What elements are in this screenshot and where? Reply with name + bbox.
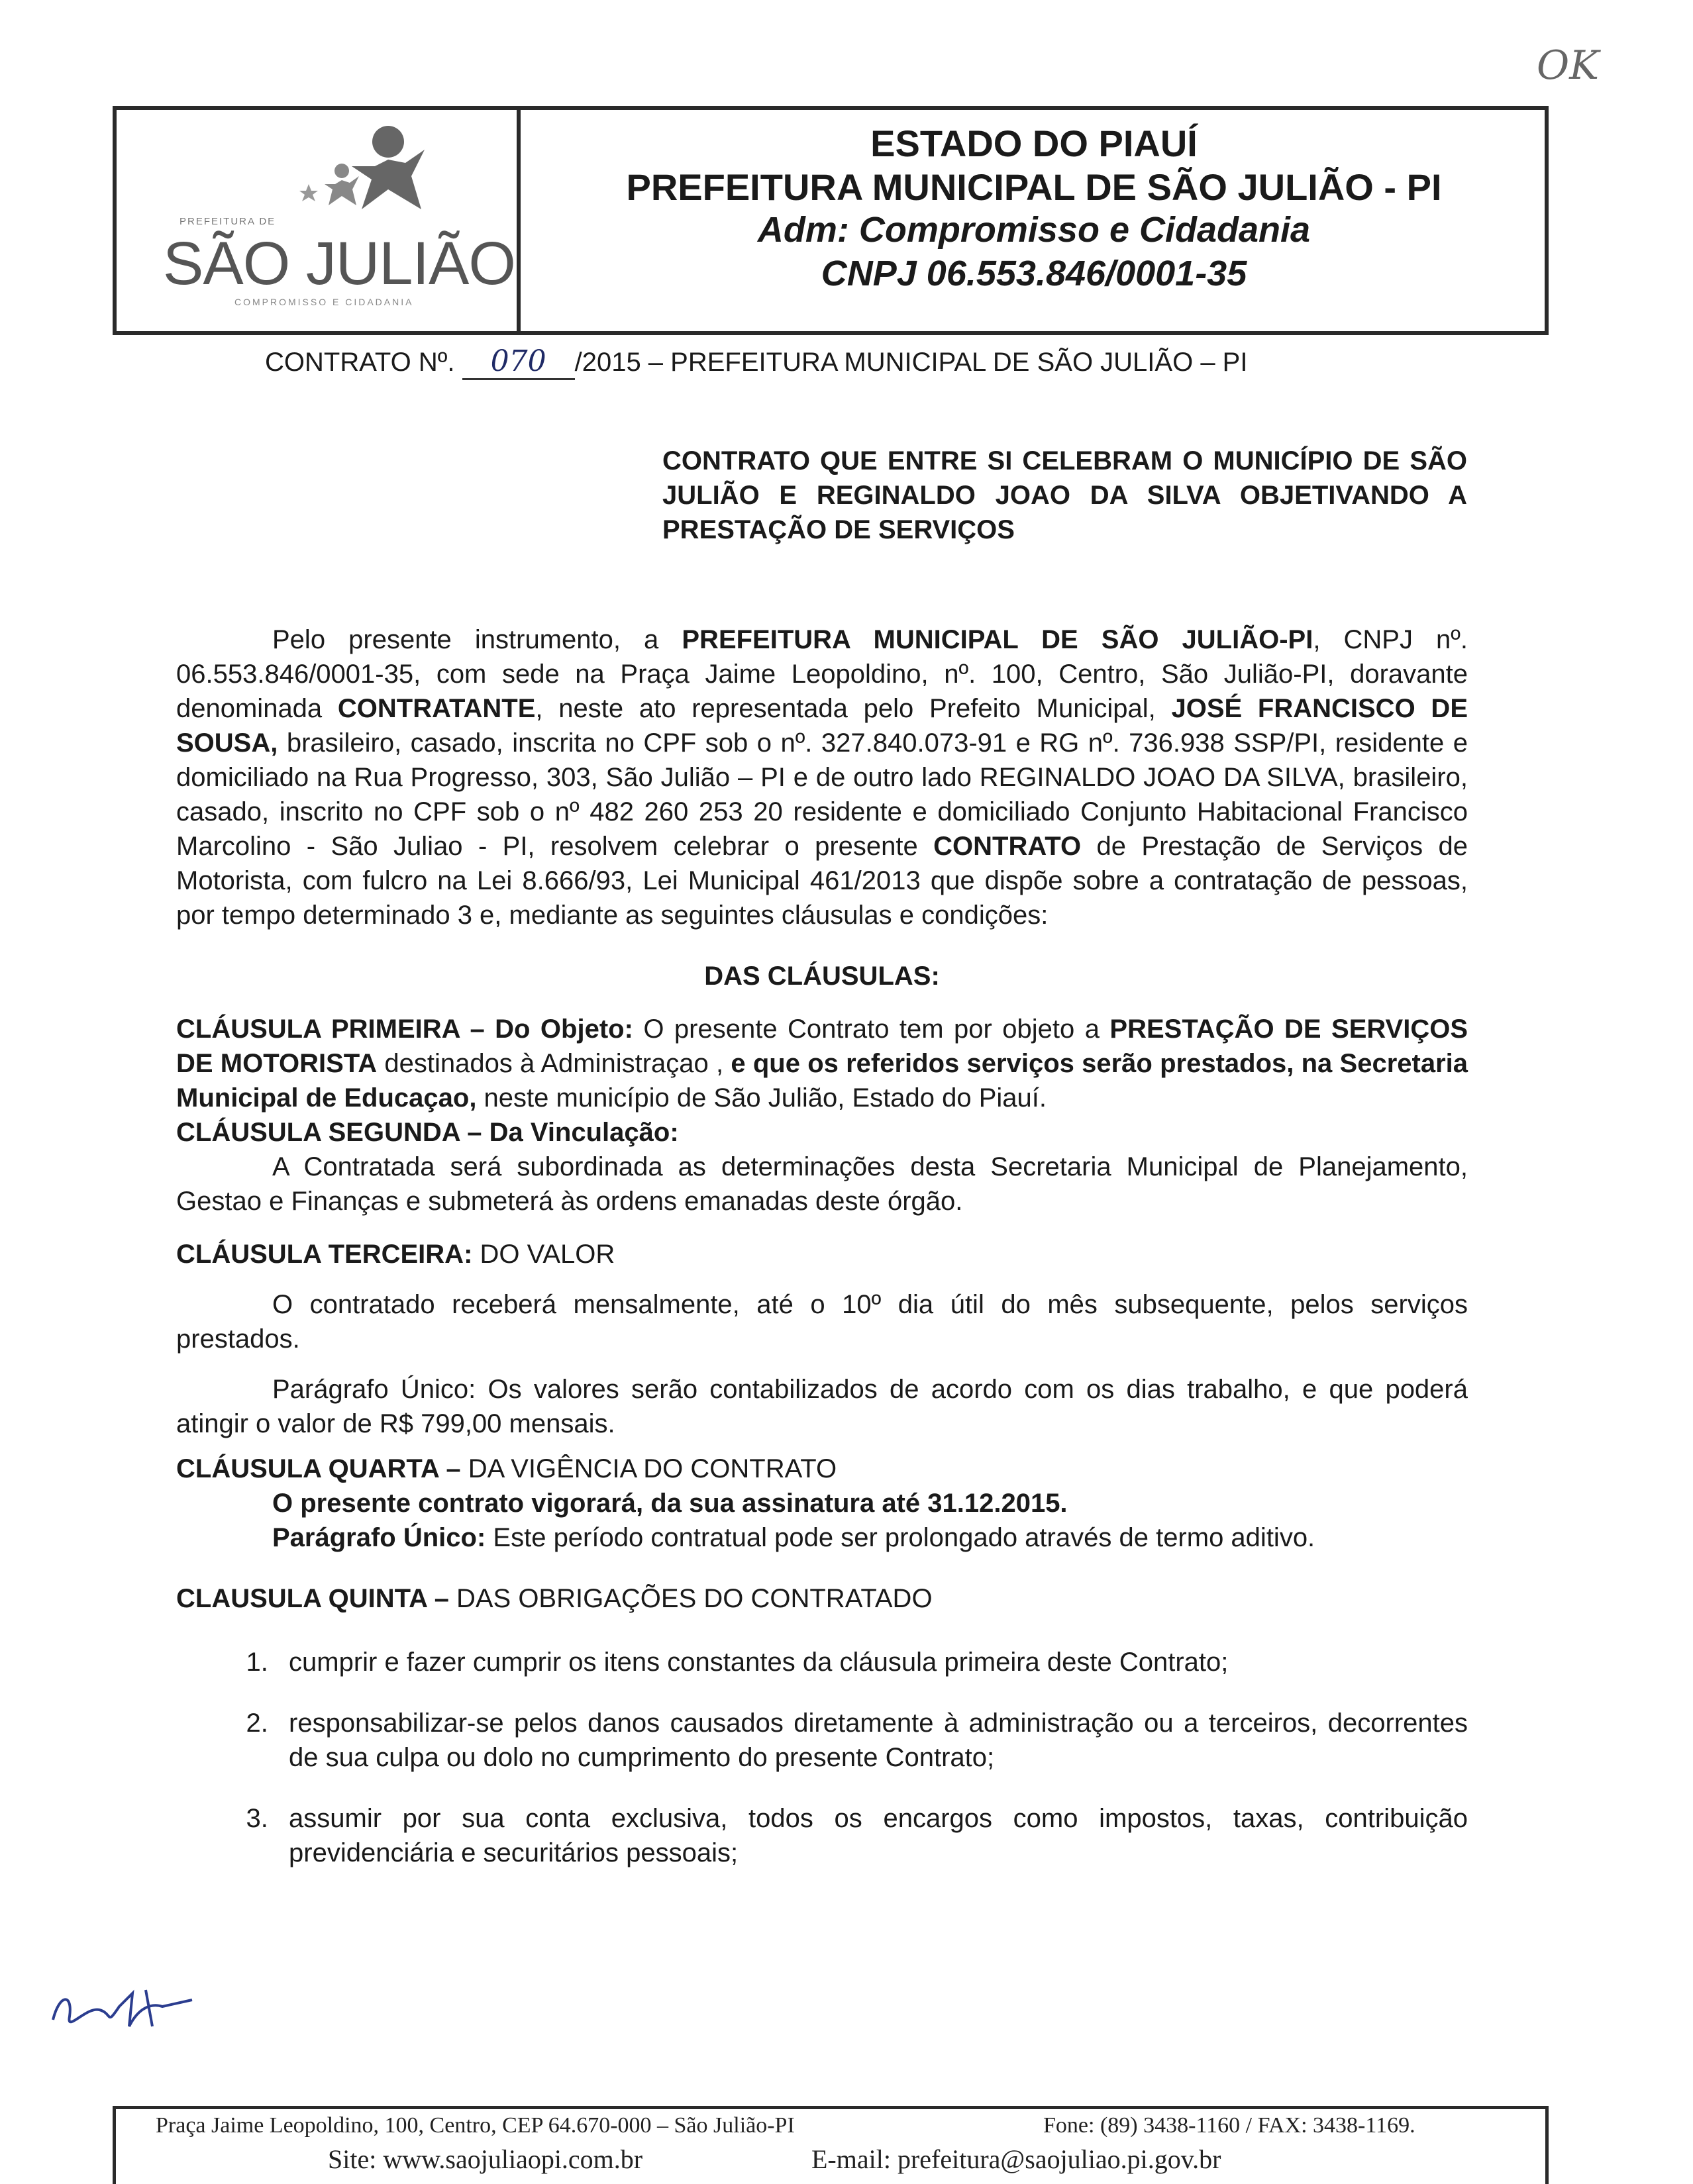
list-item: 1. cumprir e fazer cumprir os itens constantes da cláusula primeira deste Contrato; (276, 1645, 1468, 1679)
logo-tagline: COMPROMISSO E CIDADANIA (234, 297, 414, 307)
municipal-logo (117, 110, 521, 331)
clause-third-paragraph: Parágrafo Único: Os valores serão contabilizados de acordo com os dias trabalho, e que poderá atingir o valor de R$ 799,00 mensais. (176, 1375, 1468, 1438)
contract-title: CONTRATO QUE ENTRE SI CELEBRAM O MUNICÍPIO DE SÃO JULIÃO E REGINALDO JOAO DA SILVA OBJETIVANDO A PRESTAÇÃO DE SERVIÇOS (662, 446, 1467, 544)
prefecture-name: PREFEITURA MUNICIPAL DE SÃO JULIÃO - PI (626, 166, 1442, 208)
contract-body (176, 622, 1468, 1897)
administration-motto: Adm: Compromisso e Cidadania (757, 210, 1311, 250)
clause-fourth-label: CLÁUSULA QUARTA – DA VIGÊNCIA DO CONTRATO (176, 1454, 837, 1483)
list-item: 2. responsabilizar-se pelos danos causados diretamente à administração ou a terceiros, decorrentes de sua culpa ou dolo no cumprimento do presente Contrato; (276, 1706, 1468, 1775)
logo-small-text: PREFEITURA DE (180, 216, 276, 227)
contract-number-suffix: /2015 – PREFEITURA MUNICIPAL DE SÃO JULIÃO – PI (574, 348, 1248, 377)
preamble: Pelo presente instrumento, a PREFEITURA MUNICIPAL DE SÃO JULIÃO-PI, CNPJ nº. 06.553.846/0001-35, com sede na Praça Jaime Leopoldino, nº. 100, Centro, São Julião-PI, doravante denominada CONTRATANTE, neste ato representada pelo Prefeito Municipal, JOSÉ FRANCISCO DE SOUSA, brasileiro, casado, inscrita no CPF sob o nº. 327.840.073-91 e RG nº. 736.938 SSP/PI, residente e domiciliado na Rua Progresso, 303, São Julião – PI e de outro lado REGINALDO JOAO DA SILVA, brasileiro, casado, inscrito no CPF sob o nº 482 260 253 20 residente e domiciliado Conjunto Habitacional Francisco Marcolino - São Juliao - PI, resolvem celebrar o presente CONTRATO de Prestação de Serviços de Motorista, com fulcro na Lei 8.666/93, Lei Municipal 461/2013 que dispõe sobre a contratação de pessoas, por tempo determinado 3 e, mediante as seguintes cláusulas e condições: (176, 625, 1468, 930)
footer-phone: Fone: (89) 3438-1160 / FAX: 3438-1169. (1043, 2113, 1415, 2138)
clause-second-label: CLÁUSULA SEGUNDA – Da Vinculação: (176, 1118, 679, 1147)
clause-third-text: O contratado receberá mensalmente, até o 10º dia útil do mês subsequente, pelos serviços prestados. (176, 1290, 1468, 1354)
letterhead-text (524, 110, 1544, 331)
footer-email: E-mail: prefeitura@saojuliao.pi.gov.br (811, 2144, 1221, 2174)
clause-fourth-paragraph: Parágrafo Único: Este período contratual pode ser prolongado através de termo aditivo. (272, 1523, 1315, 1552)
logo-name: SÃO JULIÃO (163, 230, 515, 297)
clause-fifth-label: CLAUSULA QUINTA – DAS OBRIGAÇÕES DO CONTRATADO (176, 1584, 933, 1613)
contract-number-line (265, 344, 1247, 380)
letterhead (113, 106, 1549, 335)
contract-number: 070 (462, 344, 575, 380)
cnpj: CNPJ 06.553.846/0001-35 (821, 254, 1247, 293)
footer-site: Site: www.saojuliaopi.com.br (328, 2144, 643, 2174)
footer-address: Praça Jaime Leopoldino, 100, Centro, CEP 64.670-000 – São Julião-PI (156, 2113, 795, 2138)
state-name: ESTADO DO PIAUÍ (870, 123, 1198, 164)
contract-number-prefix: CONTRATO Nº. (265, 348, 455, 377)
footer (113, 2106, 1549, 2184)
clause-fourth-text: O presente contrato vigorará, da sua assinatura até 31.12.2015. (272, 1489, 1068, 1518)
signature-initials (46, 1980, 199, 2040)
logo-stars-icon (289, 123, 448, 229)
clauses-heading: DAS CLÁUSULAS: (704, 962, 940, 991)
list-item: 3. assumir por sua conta exclusiva, todos os encargos como impostos, taxas, contribuição previdenciária e securitários pessoais; (276, 1801, 1468, 1870)
obligations-list (176, 1645, 1468, 1870)
clause-third-label: CLÁUSULA TERCEIRA: DO VALOR (176, 1240, 615, 1269)
clause-first: CLÁUSULA PRIMEIRA – Do Objeto: O presente Contrato tem por objeto a PRESTAÇÃO DE SERVIÇOS DE MOTORISTA destinados à Administraçao , e que os referidos serviços serão prestados, na Secretaria Municipal de Educaçao, neste município de São Julião, Estado do Piauí. (176, 1015, 1468, 1113)
handwritten-ok-mark: OK (1537, 42, 1600, 89)
clause-second-text: A Contratada será subordinada as determinações desta Secretaria Municipal de Planejamento, Gestao e Finanças e submeterá às ordens emanadas deste órgão. (176, 1152, 1468, 1216)
